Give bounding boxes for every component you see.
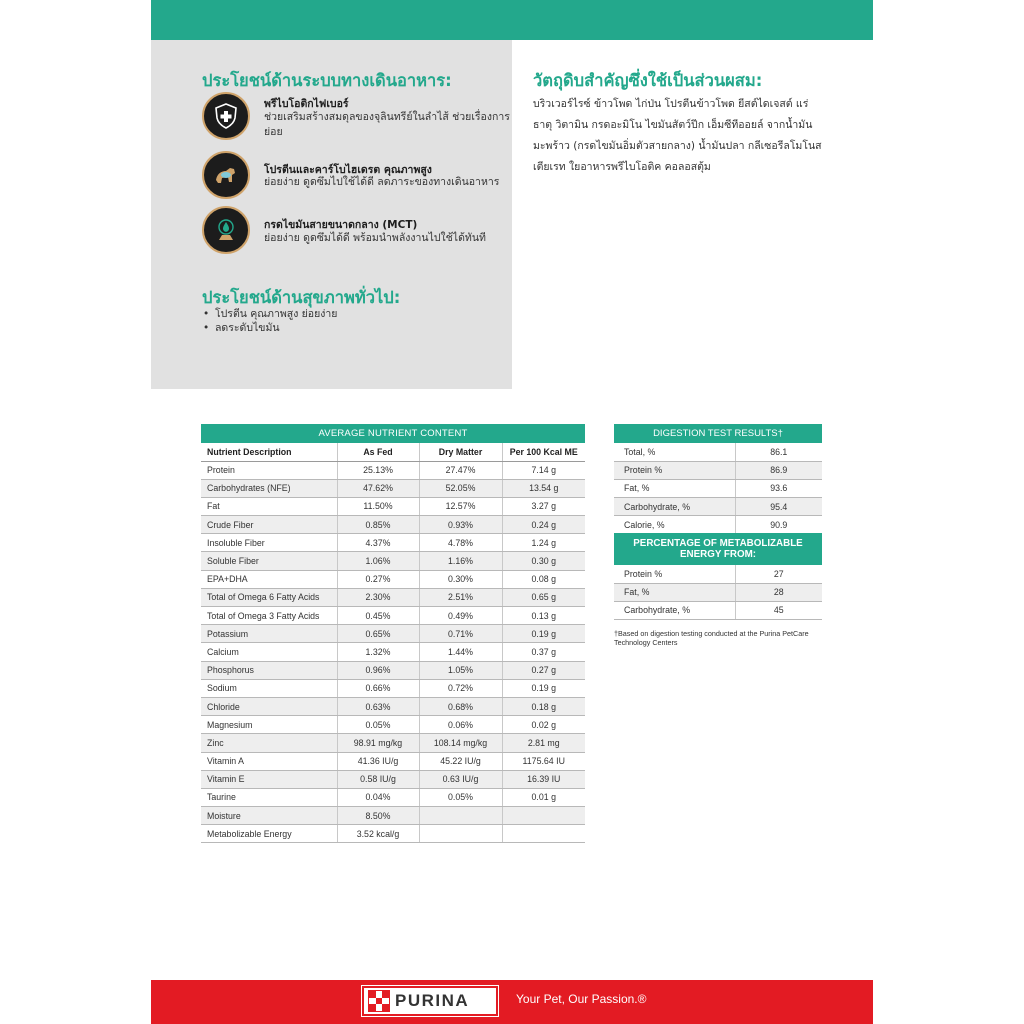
table-cell: 0.05% [419, 788, 502, 806]
table-row [614, 601, 822, 619]
table-row [201, 661, 585, 679]
column-header: Dry Matter [419, 443, 502, 461]
table-row [201, 625, 585, 643]
health-benefits-list [203, 307, 337, 335]
table-cell: Carbohydrates (NFE) [201, 479, 337, 497]
table-cell: 11.50% [337, 497, 419, 515]
table-cell: Calorie, % [614, 516, 735, 534]
benefit-desc-protein-carb: ย่อยง่าย ดูดซึมไปใช้ได้ดี ลดภาระของทางเดินอาหาร [264, 176, 500, 188]
table-row [614, 479, 822, 497]
column-header: As Fed [337, 443, 419, 461]
table-cell: 8.50% [337, 807, 419, 825]
table-row [201, 697, 585, 715]
table-cell: 86.9 [735, 461, 822, 479]
table-cell: Carbohydrate, % [614, 498, 735, 516]
table-cell: 0.96% [337, 661, 419, 679]
table-cell: 3.52 kcal/g [337, 825, 419, 843]
brand-name: PURINA [395, 991, 470, 1010]
table-cell: Potassium [201, 625, 337, 643]
table-cell: Fat [201, 497, 337, 515]
table-cell: 4.37% [337, 534, 419, 552]
table-cell: 1.05% [419, 661, 502, 679]
table-row [201, 679, 585, 697]
metabolizable-table-title: PERCENTAGE OF METABOLIZABLE ENERGY FROM: [614, 533, 822, 565]
table-cell: 1.44% [419, 643, 502, 661]
table-cell: 0.93% [419, 516, 502, 534]
table-cell: 0.27 g [502, 661, 585, 679]
table-cell: Phosphorus [201, 661, 337, 679]
table-row [201, 461, 585, 479]
table-cell: 0.13 g [502, 607, 585, 625]
table-cell: Protein % [614, 565, 735, 583]
table-cell: Metabolizable Energy [201, 825, 337, 843]
table-cell: Total of Omega 6 Fatty Acids [201, 588, 337, 606]
table-cell: 0.04% [337, 788, 419, 806]
table-cell: 95.4 [735, 498, 822, 516]
table-cell: 86.1 [735, 443, 822, 461]
tagline: Your Pet, Our Passion.® [516, 992, 647, 1006]
column-header: Per 100 Kcal ME [502, 443, 585, 461]
table-cell: Zinc [201, 734, 337, 752]
table-row [201, 643, 585, 661]
table-cell: 2.30% [337, 588, 419, 606]
table-cell: Magnesium [201, 716, 337, 734]
checkerboard-icon [368, 990, 390, 1012]
table-cell: 0.63% [337, 697, 419, 715]
table-cell: 52.05% [419, 479, 502, 497]
table-cell: 0.71% [419, 625, 502, 643]
benefit-title-prebiotic: พรีไบโอติกไฟเบอร์ [264, 98, 349, 110]
table-cell: 1.32% [337, 643, 419, 661]
table-row [201, 607, 585, 625]
table-cell: 0.37 g [502, 643, 585, 661]
table-row [201, 825, 585, 843]
table-row [614, 498, 822, 516]
table-cell: 3.27 g [502, 497, 585, 515]
table-cell: 16.39 IU [502, 770, 585, 788]
dog-icon [202, 151, 250, 199]
table-cell: Soluble Fiber [201, 552, 337, 570]
table-cell: Vitamin E [201, 770, 337, 788]
table-cell: Protein [201, 461, 337, 479]
table-cell: 0.19 g [502, 625, 585, 643]
table-row [201, 770, 585, 788]
digestion-table [614, 424, 822, 534]
table-cell: 93.6 [735, 479, 822, 497]
table-cell: 28 [735, 583, 822, 601]
table-row [614, 443, 822, 461]
table-cell: 0.18 g [502, 697, 585, 715]
table-cell: 0.06% [419, 716, 502, 734]
table-cell: 0.24 g [502, 516, 585, 534]
table-cell: 4.78% [419, 534, 502, 552]
table-cell [419, 807, 502, 825]
table-cell: Total of Omega 3 Fatty Acids [201, 607, 337, 625]
table-cell: 7.14 g [502, 461, 585, 479]
table-row [201, 570, 585, 588]
benefit-title-mct: กรดไขมันสายขนาดกลาง (MCT) [264, 219, 418, 231]
table-cell: 0.65% [337, 625, 419, 643]
list-item: • ลดระดับไขมัน [203, 321, 337, 335]
table-cell: 25.13% [337, 461, 419, 479]
table-row [201, 497, 585, 515]
table-cell: Sodium [201, 679, 337, 697]
general-health-heading: ประโยชน์ด้านสุขภาพทั่วไป: [202, 288, 401, 307]
table-cell: Chloride [201, 697, 337, 715]
table-cell: 2.51% [419, 588, 502, 606]
top-color-band [151, 0, 873, 40]
table-cell: 0.68% [419, 697, 502, 715]
nutrient-table [201, 424, 585, 843]
table-cell: 27 [735, 565, 822, 583]
footnote: †Based on digestion testing conducted at the Purina PetCare Technology Centers [614, 629, 809, 647]
table-cell: 0.66% [337, 679, 419, 697]
table-row [201, 588, 585, 606]
table-cell: 0.30% [419, 570, 502, 588]
metabolizable-energy-table [614, 533, 822, 620]
oil-drop-icon [202, 206, 250, 254]
table-row [614, 516, 822, 534]
table-row [201, 552, 585, 570]
table-cell: Crude Fiber [201, 516, 337, 534]
table-cell: 0.27% [337, 570, 419, 588]
table-row [201, 479, 585, 497]
table-cell: Carbohydrate, % [614, 601, 735, 619]
benefit-desc-prebiotic: ช่วยเสริมสร้างสมดุลของจุลินทรีย์ในลำไส้ ช่วยเรื่องการย่อย [264, 111, 510, 138]
digestion-table-title: DIGESTION TEST RESULTS† [614, 424, 822, 443]
table-cell [419, 825, 502, 843]
benefit-title-protein-carb: โปรตีนและคาร์โบไฮเดรต คุณภาพสูง [264, 164, 432, 176]
table-row [201, 716, 585, 734]
table-cell: 0.72% [419, 679, 502, 697]
table-row [201, 534, 585, 552]
table-cell: 1.06% [337, 552, 419, 570]
benefit-desc-mct: ย่อยง่าย ดูดซึมได้ดี พร้อมนำพลังงานไปใช้ได้ทันที [264, 232, 486, 244]
table-row [201, 752, 585, 770]
ingredients-text: บริวเวอร์ไรซ์ ข้าวโพด ไก่ป่น โปรตีนข้าวโพด ยีสต์ไดเจสต์ แร่ธาตุ วิตามิน กรดอะมิโน ไขมันสัตว์ปีก เอ็มซีทีออยล์ จากน้ำมันมะพร้าว (กรดไขมันอิ่มตัวสายกลาง) น้ำมันปลา กลีเซอรีลโมโนสเตียเรท ใยอาหารพรีไบโอติค คอลอสตุ้ม [533, 98, 822, 173]
table-cell: 1175.64 IU [502, 752, 585, 770]
table-row [614, 461, 822, 479]
table-cell: 45.22 IU/g [419, 752, 502, 770]
table-row [201, 516, 585, 534]
table-row [201, 788, 585, 806]
table-cell [502, 807, 585, 825]
table-cell: 0.63 IU/g [419, 770, 502, 788]
shield-plus-icon [202, 92, 250, 140]
table-cell: 47.62% [337, 479, 419, 497]
column-header: Nutrient Description [201, 443, 337, 461]
nutrient-table-title: AVERAGE NUTRIENT CONTENT [201, 424, 585, 443]
table-row [614, 565, 822, 583]
table-cell: Vitamin A [201, 752, 337, 770]
table-cell: Moisture [201, 807, 337, 825]
table-cell: EPA+DHA [201, 570, 337, 588]
table-cell: 41.36 IU/g [337, 752, 419, 770]
table-cell: Fat, % [614, 479, 735, 497]
table-cell: 0.01 g [502, 788, 585, 806]
table-cell: 0.05% [337, 716, 419, 734]
ingredients-heading: วัตถุดิบสำคัญซึ่งใช้เป็นส่วนผสม: [533, 71, 763, 90]
table-cell: Fat, % [614, 583, 735, 601]
table-cell: Insoluble Fiber [201, 534, 337, 552]
list-item: • โปรตีน คุณภาพสูง ย่อยง่าย [203, 307, 337, 321]
table-cell [502, 825, 585, 843]
table-cell: 0.49% [419, 607, 502, 625]
table-cell: 2.81 mg [502, 734, 585, 752]
purina-logo [362, 986, 498, 1016]
table-row [201, 734, 585, 752]
table-cell: 0.65 g [502, 588, 585, 606]
table-cell: 1.24 g [502, 534, 585, 552]
table-cell: 0.85% [337, 516, 419, 534]
table-cell: 13.54 g [502, 479, 585, 497]
table-cell: 0.02 g [502, 716, 585, 734]
table-cell: 90.9 [735, 516, 822, 534]
footer-band [151, 980, 873, 1024]
table-cell: 0.08 g [502, 570, 585, 588]
table-row [201, 807, 585, 825]
table-cell: 12.57% [419, 497, 502, 515]
table-cell: Protein % [614, 461, 735, 479]
table-cell: 98.91 mg/kg [337, 734, 419, 752]
table-cell: Total, % [614, 443, 735, 461]
table-cell: Calcium [201, 643, 337, 661]
table-cell: 45 [735, 601, 822, 619]
table-cell: 0.45% [337, 607, 419, 625]
digestive-benefits-heading: ประโยชน์ด้านระบบทางเดินอาหาร: [202, 71, 452, 90]
table-cell: 0.30 g [502, 552, 585, 570]
table-cell: 0.58 IU/g [337, 770, 419, 788]
table-cell: Taurine [201, 788, 337, 806]
table-cell: 27.47% [419, 461, 502, 479]
table-cell: 108.14 mg/kg [419, 734, 502, 752]
table-cell: 0.19 g [502, 679, 585, 697]
table-cell: 1.16% [419, 552, 502, 570]
table-row [614, 583, 822, 601]
